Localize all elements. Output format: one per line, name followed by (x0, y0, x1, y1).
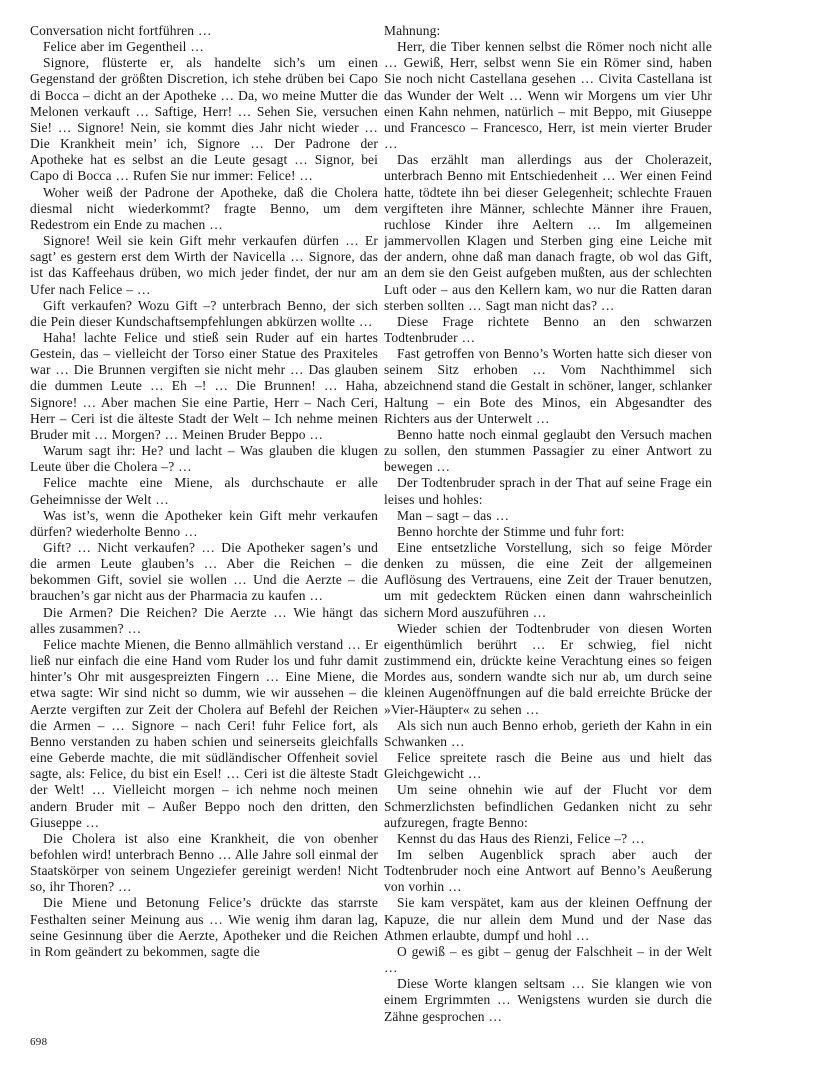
paragraph: Im selben Augenblick sprach aber auch der Todtenbruder noch eine Antwort auf Benno’s Aeußerung von vorhin … (384, 846, 712, 895)
paragraph: Man – sagt – das … (397, 507, 510, 523)
paragraph: Conversation nicht fortführen … (30, 23, 212, 38)
paragraph: Was ist’s, wenn die Apotheker kein Gift mehr verkaufen dürfen? wiederholte Benno … (30, 507, 378, 539)
paragraph: Benno horchte der Stimme und fuhr fort: (397, 523, 625, 539)
paragraph: Wieder schien der Todtenbruder von diesen Worten eigenthümlich berührt … Er schwieg, fiel nicht zustimmend ein, drückte keine Verachtung eines so feigen Mordes aus, sondern wandte sich nur ab, um durch seine kleinen Augenöffnungen auf die bald erreichte Brücke der »Vier-Häupter« zu sehen … (384, 620, 712, 717)
paragraph: Sie kam verspätet, kam aus der kleinen Oeffnung der Kapuze, die nur allein dem Mund und der Nase das Athmen erlaubte, dumpf und hohl … (384, 895, 712, 943)
paragraph: Felice machte eine Miene, als durchschaute er alle Geheimnisse der Welt … (30, 475, 378, 507)
paragraph: Der Todtenbruder sprach in der That auf seine Frage ein leises und hohles: (384, 475, 712, 507)
paragraph: Fast getroffen von Benno’s Worten hatte sich dieser von seinem Sitz erhoben … Vom Nachthimmel sich abzeichnend stand die Gestalt in schöner, langer, schlanker Haltung – ein Bote des Minos, ein Abgesandter des Richters aus der Unterwelt … (384, 346, 712, 426)
paragraph: Felice machte Mienen, die Benno allmählich verstand … Er ließ nur einfach die eine Hand vom Ruder los und fuhr damit hinter’s Ohr mit ausgespreizten Fingern … Eine Miene, die etwa sagte: Wir sind nicht so dumm, wie wir aussehen – die Aerzte vergiften zur Zeit der Cholera auf Befehl der Reichen die Armen – … Signore – nach Ceri! fuhr Felice fort, als Benno verstanden zu haben schien und seinerseits gleichfalls eine Geberde machte, die mit südländischer Offenheit soviel sagte, als: Felice, du bist ein Esel! … Ceri ist die älteste Stadt der Welt! … Vielleicht morgen – ich nehme noch meinen andern Bruder mit – Außer Beppo noch den dritten, den Giuseppe … (30, 636, 378, 830)
paragraph: O gewiß – es gibt – genug der Falschheit – in der Welt … (384, 943, 712, 976)
paragraph: Haha! lachte Felice und stieß sein Ruder auf ein hartes Gestein, das – vielleicht der Torso einer Statue des Praxiteles war … Die Brunnen vergiften sie nicht mehr … Das glauben die dummen Leute … Eh –! … Die Brunnen! … Haha, Signore! … Aber machen Sie eine Partie, Herr – Nach Ceri, Herr – Ceri ist die älteste Stadt der Welt – Ich nehme meinen Bruder mit … Morgen? … Meinen Bruder Beppo … (30, 329, 378, 442)
paragraph: Warum sagt ihr: He? und lacht – Was glauben die klugen Leute über die Cholera –? … (30, 443, 378, 475)
paragraph: Die Armen? Die Reichen? Die Aerzte … Wie hängt das alles zusammen? … (30, 604, 378, 636)
paragraph: Die Cholera ist also eine Krankheit, die von obenher befohlen wird! unterbrach Benno … Alle Jahre soll einmal der Staatskörper von seinem Ungeziefer gereinigt werden! Nicht so, ihr Thoren? … (30, 830, 378, 895)
paragraph: Signore, flüsterte er, als handelte sich’s um einen Gegenstand der größten Discretion, ich stehe drüben bei Capo di Bocca – dicht an der Apotheke … Da, wo meine Mutter die Melonen verkauft … Saftige, Herr! … Sehen Sie, versuchen Sie! … Signore! Nein, sie kommt dies Jahr nicht wieder … Die Krankheit mein’ ich, Signore … Der Padrone der Apotheke hat es selbst an die Leute gesagt … Signor, bei Capo di Bocca … Rufen Sie nur immer: Felice! … (30, 55, 378, 184)
paragraph: Diese Frage richtete Benno an den schwarzen Todtenbruder … (384, 313, 712, 345)
paragraph: Das erzählt man allerdings aus der Cholerazeit, unterbrach Benno mit Entschiedenheit … Wer einen Feind hatte, tödtete ihn bei dieser Gelegenheit; schlechte Frauen vergifteten ihre Männer, schlechte Männer ihre Frauen, ruchlose Kinder ihre Aeltern … Im allgemeinen jammervollen Klagen und Sterben ging eine Leiche mit der andern, ohne daß man danach fragte, ob wol das Gift, an dem sie den Geist aufgeben mußten, aus der schlechten Luft oder – aus den Kellern kam, wo nur die Ratten daran sterben sollten … Sagt man nicht das? … (384, 152, 712, 313)
paragraph: Als sich nun auch Benno erhob, gerieth der Kahn in ein Schwanken … (384, 717, 712, 749)
paragraph: Die Miene und Betonung Felice’s drückte das starrste Festhalten seiner Meinung aus … Wie wenig ihm daran lag, seine Gesinnung über die Aerzte, Apotheker und die Reichen in Rom geändert zu bekommen, sagte die (30, 895, 378, 959)
paragraph: Um seine ohnehin wie auf der Flucht vor dem Schmerzlichsten befindlichen Gedanken nicht zu sehr aufzuregen, fragte Benno: (384, 782, 712, 830)
left-text-column (30, 23, 378, 1035)
paragraph: Benno hatte noch einmal geglaubt den Versuch machen zu sollen, den stummen Passagier zu einer Antwort zu bewegen … (384, 426, 712, 475)
paragraph: Mahnung: (384, 23, 441, 38)
paragraph: Felice spreitete rasch die Beine aus und hielt das Gleichgewicht … (384, 750, 712, 782)
right-text-column (384, 23, 712, 1035)
paragraph: Eine entsetzliche Vorstellung, sich so feige Mörder denken zu müssen, die eine Zeit der allgemeinen Auflösung des Vertrauens, eine Zeit der Trauer benutzen, um mit gedecktem Rücken einen dann wahrscheinlich sichern Mord auszuführen … (384, 540, 712, 620)
paragraph: Signore! Weil sie kein Gift mehr verkaufen dürfen … Er sagt’ es gestern erst dem Wirth der Navicella … Signore, das ist das Kaffeehaus drüben, wo mich jeder findet, der nur am Ufer nach Felice – … (30, 233, 378, 297)
page-number: 698 (30, 1036, 48, 1048)
paragraph: Gift? … Nicht verkaufen? … Die Apotheker sagen’s und die armen Leute glauben’s … Aber die Reichen – die bekommen Gift, soviel sie wollen … Und die Aerzte – die brauchen’s gar nicht aus der Pharmacia zu kaufen … (30, 540, 378, 604)
paragraph: Gift verkaufen? Wozu Gift –? unterbrach Benno, der sich die Pein dieser Kundschaftsempfehlungen abkürzen wollte … (30, 297, 378, 329)
paragraph: Herr, die Tiber kennen selbst die Römer noch nicht alle … Gewiß, Herr, selbst wenn Sie ein Römer sind, haben Sie noch nicht Castellana gesehen … Civita Castellana ist das Wunder der Welt … Wenn wir Morgens um vier Uhr einen Kahn nehmen, natürlich – mit Beppo, mit Giuseppe und Francesco – Francesco, Herr, ist mein vierter Bruder … (384, 39, 712, 152)
paragraph: Kennst du das Haus des Rienzi, Felice –? … (397, 830, 645, 846)
paragraph: Woher weiß der Padrone der Apotheke, daß die Cholera diesmal nicht wiederkommt? fragte Benno, um dem Redestrom ein Ende zu machen … (30, 184, 378, 232)
paragraph: Felice aber im Gegentheil … (43, 39, 204, 55)
paragraph: Diese Worte klangen seltsam … Sie klangen wie von einem Ergrimmten … Wenigstens wurden sie durch die Zähne gesprochen … (384, 976, 712, 1024)
